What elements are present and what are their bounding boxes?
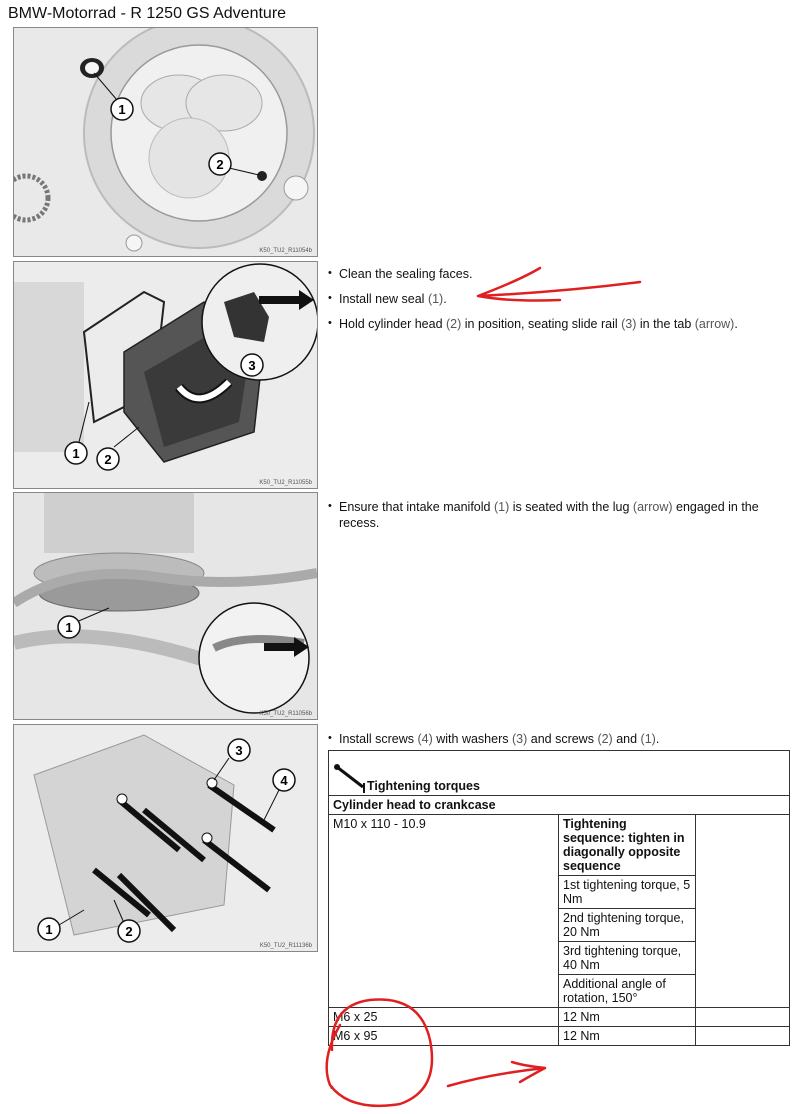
step-hold-cylinder-head: • Hold cylinder head (2) in position, seating slide rail (3) in the tab (arrow). bbox=[328, 316, 738, 332]
cylinder-head-illustration bbox=[14, 262, 317, 488]
sequence-step-1: 1st tightening torque, 5 Nm bbox=[559, 876, 696, 909]
step-install-seal: • Install new seal (1). bbox=[328, 291, 738, 307]
sequence-step-4: Additional angle of rotation, 150° bbox=[559, 975, 696, 1008]
callout-3: 3 bbox=[248, 358, 256, 373]
torque-heading: Tightening torques bbox=[367, 779, 480, 793]
figure-code: K50_TU2_R11056b bbox=[259, 711, 312, 717]
figure-cylinder-head bbox=[13, 261, 318, 489]
torque-wrench-icon bbox=[333, 763, 367, 793]
torque-section: Cylinder head to crankcase bbox=[329, 796, 790, 815]
sequence-step-2: 2nd tightening torque, 20 Nm bbox=[559, 909, 696, 942]
callout-1: 1 bbox=[65, 620, 73, 635]
page-title: BMW-Motorrad - R 1250 GS Adventure bbox=[8, 5, 287, 22]
instructions-seal bbox=[328, 266, 738, 341]
callout-4: 4 bbox=[280, 773, 288, 788]
trailing-bullet: • bbox=[330, 1082, 334, 1094]
callout-2: 2 bbox=[104, 452, 112, 467]
m6x25-label: M6 x 25 bbox=[329, 1008, 559, 1027]
intake-manifold-illustration bbox=[14, 493, 317, 719]
instructions-intake bbox=[328, 499, 793, 540]
sequence-step-3: 3rd tightening torque, 40 Nm bbox=[559, 942, 696, 975]
empty-cell bbox=[696, 1027, 790, 1046]
callout-1: 1 bbox=[118, 102, 126, 117]
empty-cell bbox=[696, 1008, 790, 1027]
figure-code: K50_TU2_R11054b bbox=[259, 248, 312, 254]
callout-1: 1 bbox=[72, 446, 80, 461]
annotation-arrow-torque bbox=[448, 1062, 545, 1086]
m6x95-value: 12 Nm bbox=[559, 1027, 696, 1046]
sequence-title-cell: Tightening sequence: tighten in diagonally opposite sequence bbox=[559, 815, 696, 876]
torque-heading-cell bbox=[329, 751, 790, 796]
figure-code: K50_TU2_R11136b bbox=[259, 943, 312, 949]
figure-intake-manifold bbox=[13, 492, 318, 720]
empty-cell bbox=[696, 815, 790, 1008]
callout-2: 2 bbox=[125, 924, 133, 939]
torque-table bbox=[328, 750, 790, 1046]
step-clean-sealing-faces: • Clean the sealing faces. bbox=[328, 266, 738, 282]
callout-2: 2 bbox=[216, 157, 224, 172]
figure-head-screws bbox=[13, 724, 318, 952]
m6x25-value: 12 Nm bbox=[559, 1008, 696, 1027]
m6x95-label: M6 x 95 bbox=[329, 1027, 559, 1046]
figure-code: K50_TU2_R11055b bbox=[259, 480, 312, 486]
callout-1: 1 bbox=[45, 922, 53, 937]
cylinder-base-illustration bbox=[14, 28, 317, 256]
figure-cylinder-base bbox=[13, 27, 318, 257]
head-screws-illustration bbox=[14, 725, 317, 951]
step-ensure-intake-manifold: • Ensure that intake manifold (1) is seated with the lug (arrow) engaged in the recess. bbox=[328, 499, 793, 531]
callout-3: 3 bbox=[235, 743, 243, 758]
step-install-screws: • Install screws (4) with washers (3) and screws (2) and (1). bbox=[328, 731, 659, 747]
m10-label-cell: M10 x 110 - 10.9 bbox=[329, 815, 559, 1008]
